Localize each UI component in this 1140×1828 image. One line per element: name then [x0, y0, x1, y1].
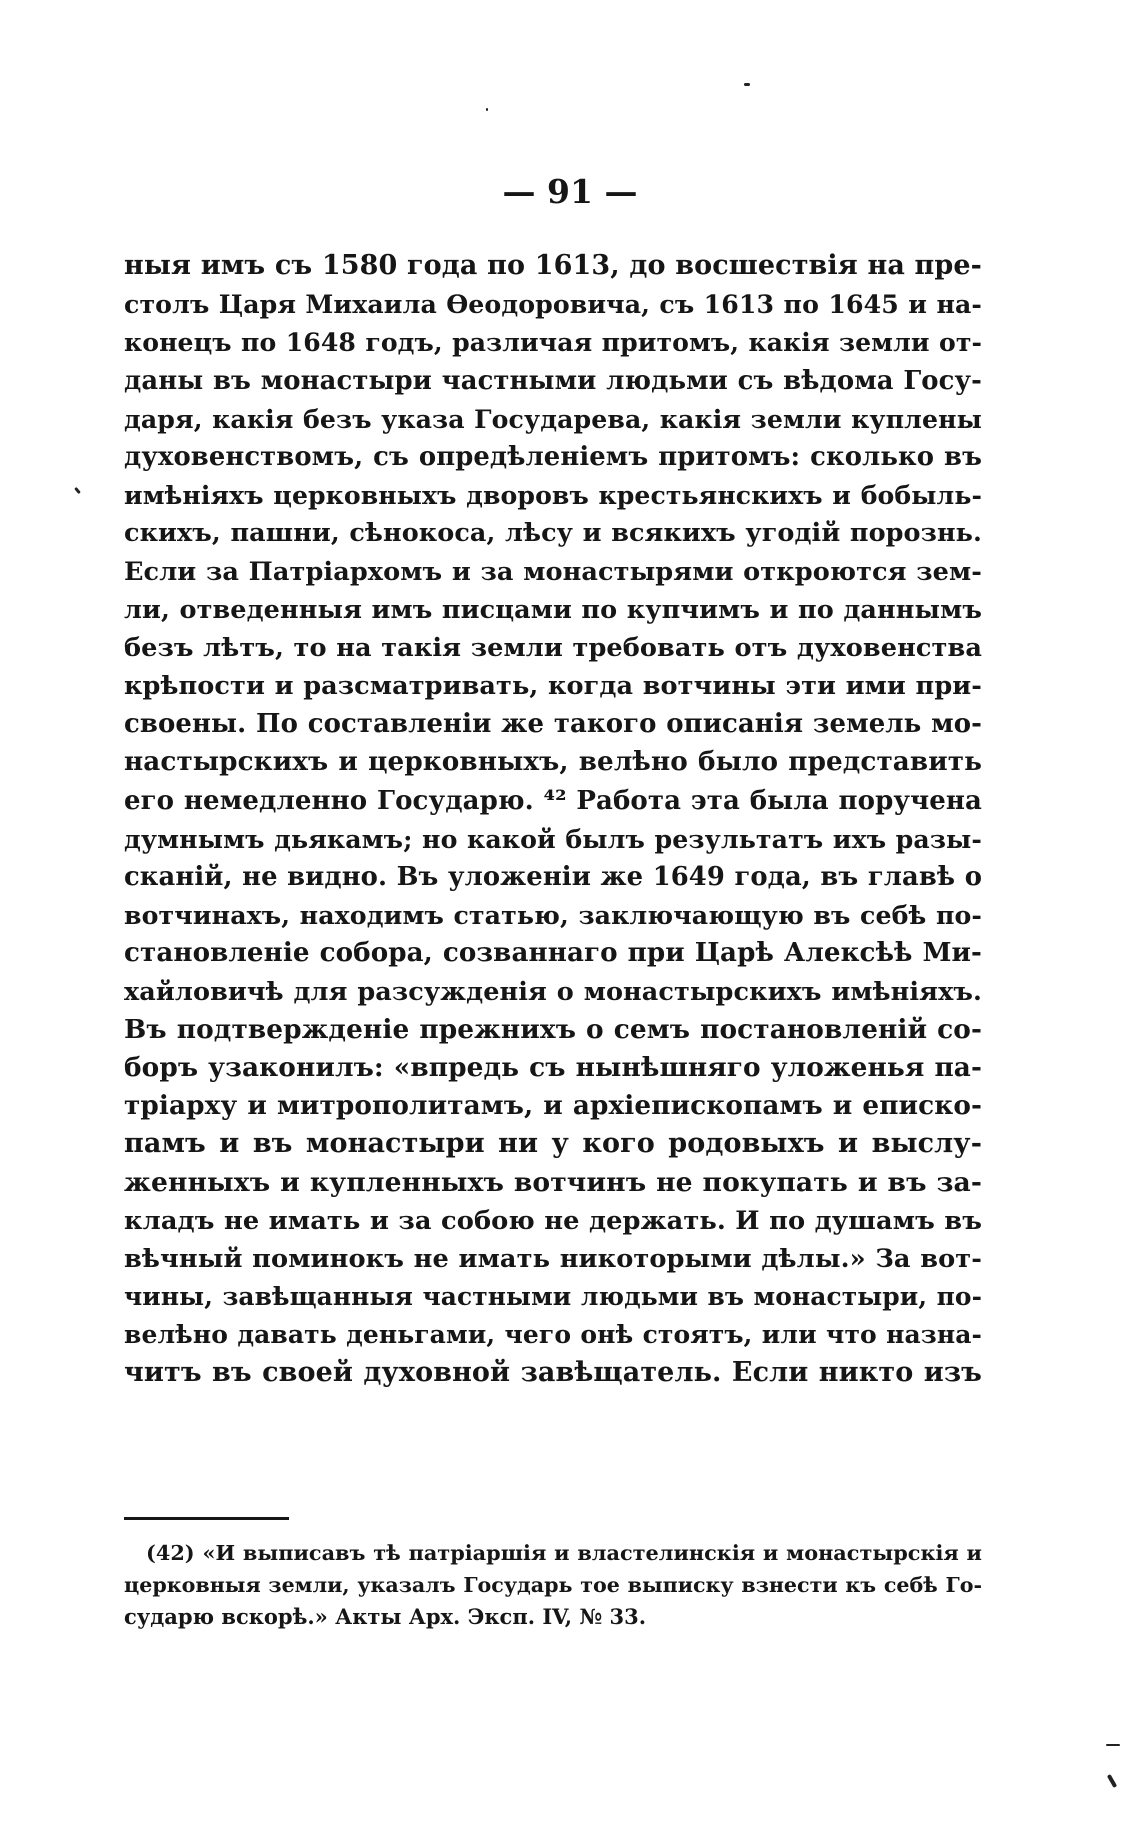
text-line: кладъ не имать и за собою не держать. И по душамъ въ [124, 1205, 982, 1236]
text-line: даря, какія безъ указа Государева, какія земли куплены [124, 403, 982, 434]
text-line: столъ Царя Михаила Ѳеодоровича, съ 1613 по 1645 и на- [124, 289, 982, 320]
text-line: хайловичѣ для разсужденія о монастырскихъ имѣніяхъ. [124, 976, 982, 1007]
text-line: вѣчный поминокъ не имать никоторыми дѣлы.» За вот- [124, 1243, 982, 1274]
footnote-line: церковныя земли, указалъ Государь тое выписку взнести къ себѣ Го- [124, 1573, 982, 1597]
text-line: сканій, не видно. Въ уложеніи же 1649 года, въ главѣ о [124, 862, 982, 892]
text-line: ли, отведенныя имъ писцами по купчимъ и по даннымъ [124, 594, 982, 625]
scan-speck [1107, 1774, 1117, 1788]
text-line: Если за Патріархомъ и за монастырями откроются зем- [124, 556, 982, 587]
text-line: его немедленно Государю. ⁴² Работа эта была поручена [124, 785, 982, 816]
text-line: боръ узаконилъ: «впредь съ нынѣшняго уложенья па- [124, 1051, 982, 1083]
text-line: читъ въ своей духовной завѣщатель. Если никто изъ [124, 1357, 982, 1389]
footnote-line: сударю вскорѣ.» Акты Арх. Эксп. IV, № 33. [124, 1604, 647, 1629]
scan-speck [486, 108, 488, 111]
text-line: тріарху и митрополитамъ, и архіепископамъ и еписко- [124, 1090, 982, 1122]
text-line: конецъ по 1648 годъ, различая притомъ, какія земли от- [124, 327, 982, 358]
text-line: ныя имъ съ 1580 года по 1613, до восшествія на пре- [124, 250, 982, 281]
text-line: Въ подтвержденіе прежнихъ о семъ постановленій со- [124, 1013, 982, 1045]
text-line: скихъ, пашни, сѣнокоса, лѣсу и всякихъ угодій порознь. [124, 518, 982, 549]
text-line: настырскихъ и церковныхъ, велѣно было представить [124, 746, 982, 778]
scan-speck [1106, 1744, 1120, 1746]
text-line: даны въ монастыри частными людьми съ вѣдома Госу- [124, 365, 982, 396]
text-line: велѣно давать деньгами, чего онѣ стоятъ, или что назна- [124, 1320, 982, 1350]
text-line: духовенствомъ, съ опредѣленіемъ притомъ: сколько въ [124, 441, 982, 472]
text-line: безъ лѣтъ, то на такія земли требовать отъ духовенства [124, 632, 982, 663]
footnote-block [124, 1537, 982, 1633]
text-line: крѣпости и разсматривать, когда вотчины эти ими при- [124, 671, 982, 702]
text-line: имѣніяхъ церковныхъ дворовъ крестьянскихъ и бобыль- [124, 480, 982, 511]
text-line: становленіе собора, созваннаго при Царѣ Алексѣѣ Ми- [124, 937, 982, 969]
main-text [124, 247, 982, 1393]
footnote-line: (42) «И выписавъ тѣ патріаршія и властелинскія и монастырскія и [146, 1540, 982, 1565]
scan-speck [744, 83, 750, 86]
scan-speck [74, 487, 81, 494]
footnote-divider [124, 1517, 289, 1520]
text-line: памъ и въ монастыри ни у кого родовыхъ и выслу- [124, 1128, 982, 1160]
text-line: своены. По составленіи же такого описанія земель мо- [124, 709, 982, 740]
text-line: женныхъ и купленныхъ вотчинъ не покупать и въ за- [124, 1166, 982, 1198]
text-line: думнымъ дьякамъ; но какой былъ результатъ ихъ разы- [124, 823, 982, 854]
text-line: вотчинахъ, находимъ статью, заключающую въ себѣ по- [124, 900, 982, 931]
page-number: — 91 — [502, 172, 638, 211]
text-line: чины, завѣщанныя частными людьми въ монастыри, по- [124, 1282, 982, 1312]
